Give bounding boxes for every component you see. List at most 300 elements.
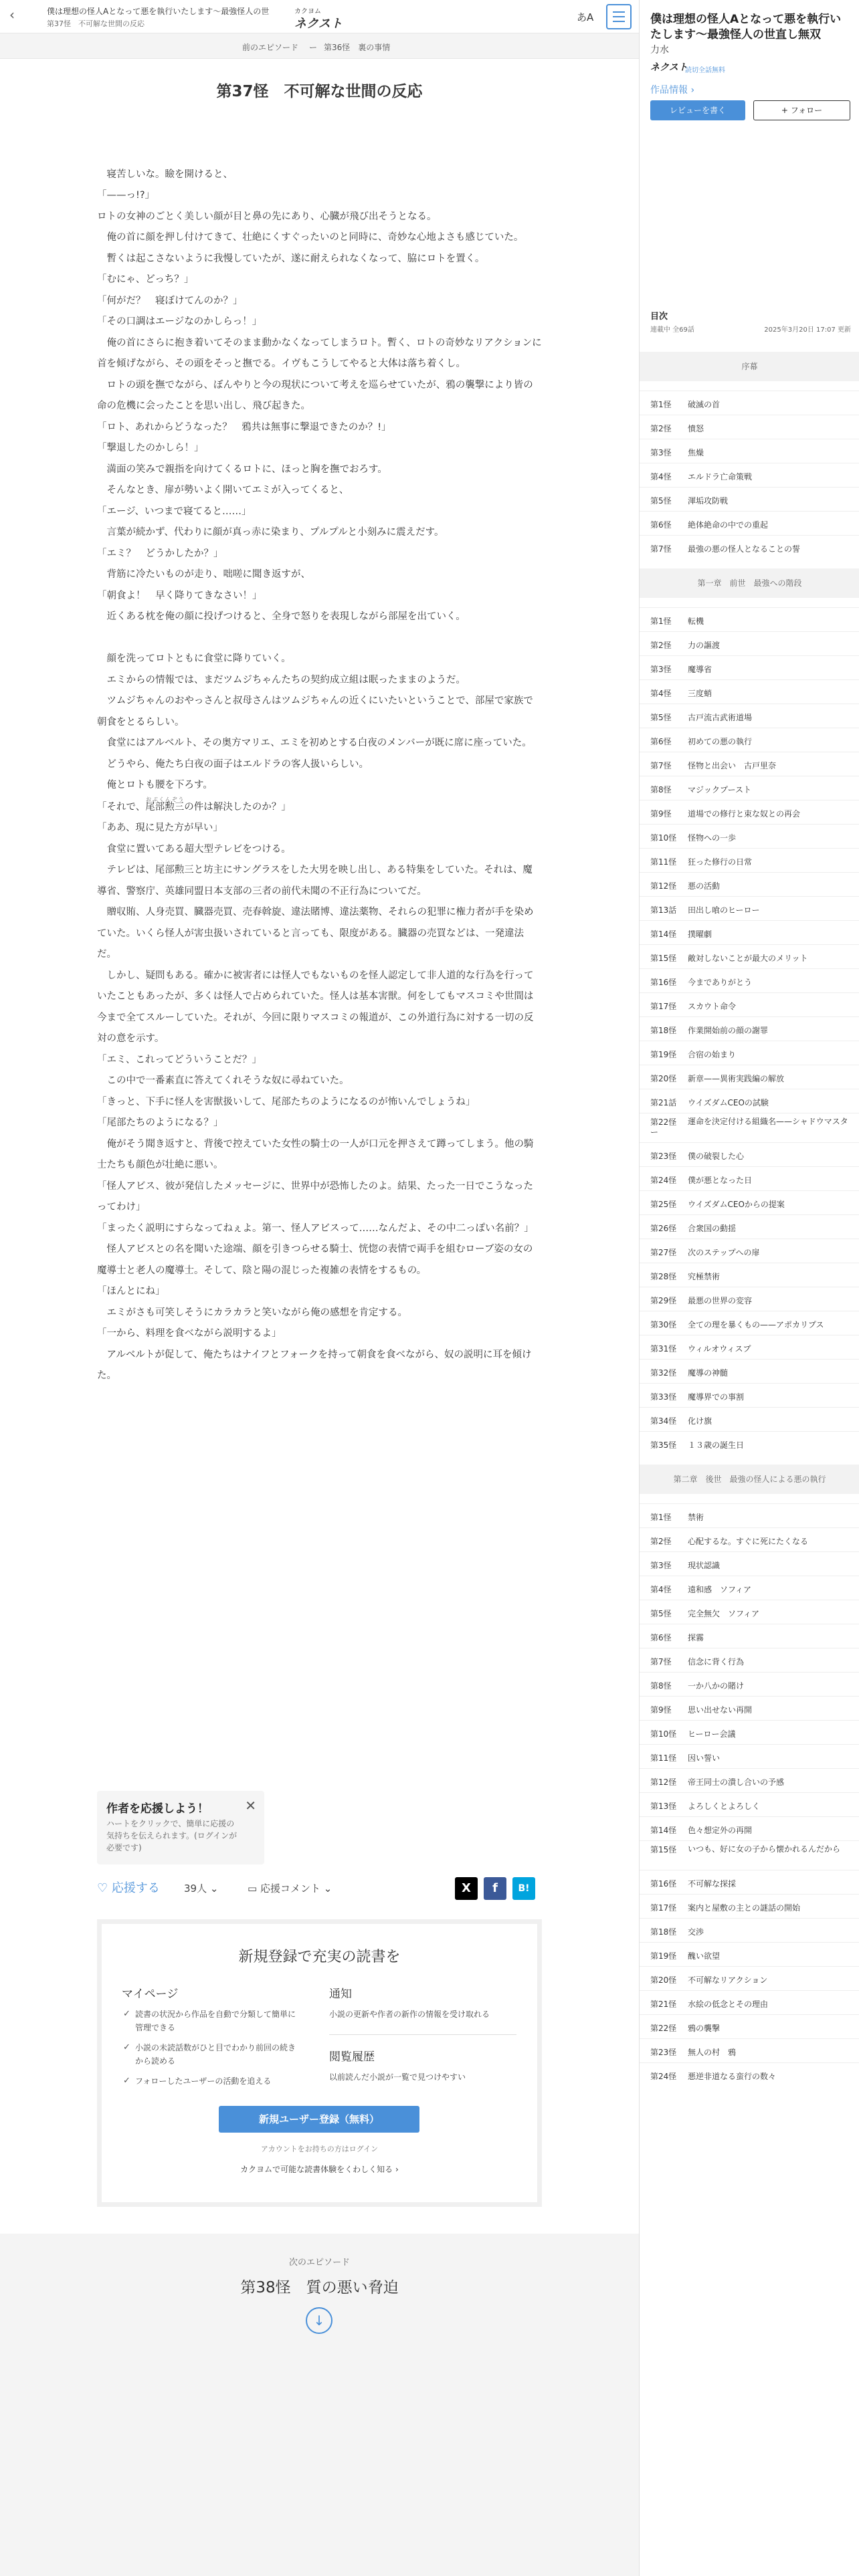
body-paragraph: 顔を洗ってロトともに食堂に降りていく。 [97,653,291,664]
toc-episode-item[interactable] [640,1359,859,1383]
toc-episode-title: 新章——異術実践編の解放 [688,1074,785,1083]
chevron-down-icon: ⌄ [209,1883,219,1895]
body-paragraph: 「ロト、あれからどうなった？ 鴉共は無事に撃退できたのか？!」 [97,421,391,433]
toc-episode-number: 第26怪 [650,1224,677,1233]
toc-episode-item[interactable] [640,1190,859,1214]
toc-episode-number: 第8怪 [650,1681,672,1691]
toc-episode-item[interactable] [640,1041,859,1065]
toc-episode-number: 第25怪 [650,1200,677,1209]
toc-episode-item[interactable] [640,1624,859,1648]
body-paragraph: 食堂にはアルベルト、その奥方マリエ、エミを初めとする白夜のメンバーが既に席に座っていた。 [97,738,532,748]
toc-episode-number: 第14怪 [650,1826,677,1835]
follow-button[interactable] [753,100,850,120]
toc-episode-title: 破滅の首 [688,400,721,409]
toc-episode-title: 究極禁術 [688,1272,721,1281]
notify-heading: 通知 [329,1988,352,2001]
toc-episode-number: 第32怪 [650,1368,677,1378]
toc-episode-item[interactable] [640,1016,859,1041]
toc-episode-title: 作業開始前の顔の謝罪 [688,1026,769,1035]
toc-episode-number: 第1怪 [650,617,672,626]
next-episode-title[interactable]: 第38怪 質の悪い脅迫 [240,2279,399,2296]
toc-chapter-heading: 第一章 前世 最強への階段 [640,568,859,598]
sidebar-author[interactable]: 力水 [650,45,669,56]
toc-episode-item[interactable] [640,607,859,631]
toc-episode-number: 第18怪 [650,1026,677,1035]
body-paragraph: 背筋に冷たいものが走り、咄嗟に聞き返すが、 [97,569,310,580]
toc-episode-title: ウィルオウィスプ [688,1344,751,1354]
toc-episode-item[interactable] [640,824,859,848]
body-paragraph: 食堂に置いてある超大型テレビをつける。 [97,843,291,855]
chevron-down-icon: ⌄ [323,1883,332,1895]
toc-episode-number: 第24怪 [650,1176,677,1185]
toc-episode-title: 魔導の神髄 [688,1368,729,1378]
toc-episode-item[interactable] [640,752,859,776]
toc-episode-number: 第13怪 [650,1802,677,1811]
episode-nav [0,33,639,59]
toc-episode-title: 田出し喰のヒーロー [688,905,760,915]
toc-episode-item[interactable] [640,1720,859,1744]
episode-count: 連載中 全69話 [650,326,694,334]
toc-episode-item[interactable] [640,704,859,728]
toc-episode-item[interactable] [640,728,859,752]
toc-episode-number: 第9怪 [650,1705,672,1715]
action-bar [97,1876,542,1903]
toc-episode-number: 第7怪 [650,761,672,770]
cheer-button[interactable] [97,1879,160,1896]
episode-subtitle: 第37怪 不可解な世間の反応 [47,19,145,28]
toc-episode-title: 運命を決定付ける組織名——シャドウマスター [650,1117,848,1137]
toc-episode-item[interactable] [640,1551,859,1576]
body-paragraph: 「何がだ？ 寝ぼけてんのか？」 [97,295,243,306]
toc-episode-item[interactable] [640,776,859,800]
toc-episode-item[interactable] [640,1527,859,1551]
toc-episode-item[interactable] [640,1383,859,1407]
toc-episode-number: 第3怪 [650,1561,672,1570]
font-size-toggle[interactable]: あA [577,11,594,23]
toc-episode-item[interactable] [640,1990,859,2014]
toc-episode-number: 第16怪 [650,978,677,987]
body-paragraph: そんなとき、扉が勢いよく開いてエミが入ってくると、 [97,485,349,496]
toc-episode-number: 第5怪 [650,713,672,722]
toc-episode-item[interactable] [640,1672,859,1696]
body-paragraph [97,628,542,649]
toc-episode-number: 第2怪 [650,641,672,650]
register-button[interactable]: 新規ユーザー登録（無料） [219,2106,419,2133]
toc-episode-title: 怪物と出会い 古戸里奈 [688,761,777,770]
sidebar-work-title[interactable]: 僕は理想の怪人Aとなって悪を執行いたします〜最強怪人の世直し無双 [650,13,842,41]
toc-episode-number: 第11怪 [650,857,677,867]
body-paragraph: 俺とロトも腰を下ろす。 [97,780,213,790]
toc-episode-number: 第22怪 [650,2024,677,2033]
body-paragraph: ロトの女神のごとく美しい顔が目と鼻の先にあり、心臓が飛び出そうとなる。 [97,211,437,222]
toc-episode-item[interactable] [640,1840,859,1870]
toc-chapter-heading: 第二章 後世 最強の怪人による悪の執行 [640,1465,859,1494]
toc-episode-number: 第10怪 [650,833,677,843]
toc-episode-item[interactable] [640,511,859,535]
body-paragraph [97,143,542,165]
toc-episode-title: 交渉 [688,1927,704,1937]
toc-episode-number: 第13話 [650,905,677,915]
body-paragraph: 「撃退したのかしら！」 [97,443,204,453]
toc-episode-item[interactable] [640,1966,859,1990]
plus-icon: + [781,106,791,115]
nav-separator: ー [309,43,318,52]
body-paragraph: 贈収賄、人身売買、臓器売買、売春斡旋、違法賭博、違法薬物、それらの犯罪に権力者が手を染めていた。いくら怪人が害虫扱いされていると言っても、限度がある。臓器の売買などは、一発違法だ。 [97,907,534,960]
body-paragraph: 満面の笑みで親指を向けてくるロトに、ほっと胸を撫でおろす。 [97,463,387,475]
body-paragraph: エミがさも可笑しそうにカラカラと笑いながら俺の感想を肯定する。 [97,1307,407,1318]
toc-episode-title: 最悪の世界の変容 [688,1296,753,1305]
toc-episode-item[interactable] [640,1263,859,1287]
chevron-right-icon: › [690,85,695,96]
toc-episode-number: 第6怪 [650,1633,672,1642]
toc-episode-item[interactable] [640,415,859,439]
toc-episode-title: 道場での修行と束な奴との再会 [688,809,801,819]
toc-episode-title: 焦燥 [688,448,704,457]
toc-episode-number: 第14怪 [650,930,677,939]
facebook-share-icon[interactable]: f [484,1877,506,1900]
toc-episode-item[interactable] [640,1287,859,1311]
toc-episode-title: エルドラ亡命策戦 [688,472,753,481]
next-episode-label: 次のエピソード [288,2258,350,2268]
toc-episode-item[interactable] [640,1942,859,1966]
toc-episode-title: マジックプースト [688,785,752,794]
toc-episode-number: 第16怪 [650,1879,677,1889]
toc-episode-title: 帝王同士の潰し合いの予感 [688,1778,785,1787]
signup-panel [97,1919,542,2207]
toc-episode-title: 狂った修行の日常 [688,857,753,867]
work-info-link[interactable] [650,83,694,96]
toc-episode-number: 第35怪 [650,1440,677,1450]
follow-label: フォロー [790,106,823,115]
site-logo[interactable] [294,5,343,31]
free-badge: 読切全話無料 [685,67,725,74]
toc-episode-title: よろしくとよろしく [688,1802,761,1811]
menu-line-icon [613,11,625,13]
toc-episode-number: 第5怪 [650,1609,672,1618]
toc-episode-number: 第33怪 [650,1392,677,1402]
toc-episode-item[interactable] [640,1696,859,1720]
body-paragraph: 「ほんとにね」 [97,1286,165,1297]
chevron-right-icon: › [395,2165,399,2174]
toc-episode-item[interactable] [640,1407,859,1431]
toc-episode-item[interactable] [640,679,859,704]
mypage-feature: ✓ 小説の未読話数がひと目でわかり前回の続きから読める [122,2041,302,2068]
toc-episode-number: 第4怪 [650,1585,672,1594]
toc-episode-title: 醜い欲望 [688,1951,721,1961]
toc-episode-item[interactable] [640,1768,859,1792]
toc-episode-number: 第4怪 [650,689,672,698]
toc-episode-title: 合衆国の動揺 [688,1224,737,1233]
toc-episode-item[interactable] [640,1311,859,1335]
toc-episode-number: 第30怪 [650,1320,677,1329]
toc-episode-item[interactable] [640,1576,859,1600]
toc-episode-item[interactable] [640,896,859,920]
body-paragraph: 寝苦しいな。瞼を開けると、 [97,169,233,180]
body-paragraph: 言葉が続かず、代わりに顔が真っ赤に染まり、プルプルと小刻みに震えだす。 [97,527,444,538]
body-paragraph: 「その口調はエージなのかしらっ！」 [97,316,262,327]
toc-episode-title: 最強の悪の怪人となることの誓 [688,544,801,554]
toc-episode-title: 鴉の襲撃 [688,2024,721,2033]
body-paragraph: 「エミ？ どうかしたか？」 [97,548,223,559]
toc-episode-title: 今までありがとう [688,978,753,987]
toc-episode-title: 撲曜劇 [688,930,712,939]
heart-icon: ♡ [97,1881,112,1895]
toc-episode-title: 色々想定外の再開 [688,1826,753,1835]
toc-episode-title: １３歳の誕生日 [688,1440,745,1450]
body-paragraph: 「きっと、下手に怪人を害獣扱いして、尾部たちのようになるのが怖いんでしょうね」 [97,1096,476,1107]
toc-episode-item[interactable] [640,848,859,872]
toc-episode-item[interactable] [640,1142,859,1166]
toc-episode-number: 第15怪 [650,954,677,963]
work-info-label: 作品情報 [650,85,688,96]
notify-column [329,1984,516,2084]
toc-episode-number: 第7怪 [650,544,672,554]
mypage-feature: ✓ 読書の状況から作品を自動で分類して簡単に管理できる [122,2008,302,2034]
toc-episode-title: 憤怒 [688,424,704,433]
login-link[interactable]: アカウントをお持ちの方はログイン [260,2145,379,2153]
toc-heading: 目次 [650,312,668,322]
comment-label: 応援コメント [260,1883,320,1895]
arrow-down-icon[interactable]: ↓ [306,2307,332,2334]
toc-episode-title: 心配するな。すぐに死にたくなる [688,1537,809,1546]
toc-episode-item[interactable] [640,2062,859,2086]
toc-episode-number: 第12怪 [650,1778,677,1787]
body-paragraph: 「怪人アビス、彼が発信したメッセージに、世界中が恐怖したのよ。結果、たった一日でこうなったってわけ」 [97,1180,534,1212]
back-arrow-icon[interactable]: ‹ [9,7,15,23]
cheer-count[interactable] [184,1881,218,1895]
toc-episode-title: 合宿の始まり [688,1050,737,1059]
toc-episode-title: ウイズダムCEOからの提案 [688,1200,785,1209]
toc-episode-title: ヒーロー会議 [688,1729,736,1739]
toc-episode-number: 第23怪 [650,2048,677,2057]
updated-date: 2025年3月20日 17:07 更新 [764,326,851,334]
toc-episode-title: 僕の破裂した心 [688,1152,745,1161]
sidebar-logo: ネクスト [650,62,688,73]
body-paragraph: 「ああ、現に見た方が早い」 [97,823,223,833]
toc-episode-number: 第2怪 [650,1537,672,1546]
prev-episode-link[interactable]: 前のエピソード [242,43,299,52]
toc-episode-item[interactable] [640,1214,859,1239]
toc-episode-item[interactable] [640,1870,859,1894]
toc-episode-item[interactable] [640,968,859,992]
toc-episode-title: 遠和感 ソフィア [688,1585,752,1594]
toc-episode-title: 不可解な探採 [688,1879,737,1889]
body-paragraph: 「むにゃ、どっち？」 [97,274,194,285]
toc-episode-title: 絶体絶命の中での重起 [688,520,769,530]
body-paragraph: 近くある枕を俺の顔に投げつけると、全身で怒りを表現しながら部屋を出ていく。 [97,611,466,622]
toc-episode-number: 第21怪 [650,2000,677,2009]
body-paragraph: テレビは、尾部勲三と坊主にサングラスをした大男を映し出し、ある特集をしていた。それは、魔導省、警察庁、英雄同盟日本支部の三者の前代未聞の不正行為についてだ。 [97,865,533,897]
toc-episode-number: 第3怪 [650,665,672,674]
toc-sidebar [639,0,859,2576]
toc-episode-title: 探霧 [688,1633,704,1642]
toc-episode-item[interactable] [640,439,859,463]
toc-episode-number: 第10怪 [650,1729,677,1739]
toc-episode-item[interactable] [640,631,859,655]
toc-episode-title: 完全無欠 ソフィア [688,1609,760,1618]
toc-episode-item[interactable] [640,1816,859,1840]
toc-chapter-heading: 序幕 [640,352,859,381]
toc-episode-item[interactable] [640,1503,859,1527]
toc-episode-number: 第2怪 [650,424,672,433]
toc-episode-number: 第6怪 [650,737,672,746]
toc-episode-item[interactable] [640,1089,859,1113]
mypage-feature: ✓ フォローしたユーザーの活動を追える [122,2074,302,2088]
toc-menu-button[interactable] [606,4,632,29]
next-episode-section [0,2234,639,2576]
body-paragraph: しかし、疑問もある。確かに被害者には怪人でもないものを怪人認定して非人道的な行為を行っていたこともあったが、多くは怪人で占められていた。怪人は基本害獣。何をしてもマスコミや世間は今まで全てスルーしていた。それが、今回に限りマスコミの報道が、この外道行為に対する一切の反対の意を示す。 [97,970,534,1044]
body-paragraph: この中で一番素直に答えてくれそうな奴に尋ねていた。 [97,1075,349,1086]
toc-episode-item[interactable] [640,487,859,511]
toc-episode-number: 第21話 [650,1098,677,1107]
toc-episode-item[interactable] [640,655,859,679]
toc-episode-item[interactable] [640,1894,859,1918]
toc-episode-item[interactable] [640,1792,859,1816]
body-paragraph: 怪人アビスとの名を聞いた途端、顔を引きつらせる騎士、恍惚の表情で両手を組むローブ姿の女の魔導士と老人の魔導士。そして、陰と陽の混じった複雑の表情をするもの。 [97,1244,533,1276]
toc-episode-title: 悪逆非道なる蛮行の数々 [688,2072,777,2081]
body-paragraph: 「まったく説明にすらなってねぇよ。第一、怪人アビスって……なんだよ、その中二っぽい名前？」 [97,1222,534,1234]
toc-episode-number: 第29怪 [650,1296,677,1305]
toc-episode-item[interactable] [640,992,859,1016]
top-header [0,0,639,33]
toc-episode-item[interactable] [640,463,859,487]
toc-episode-number: 第28怪 [650,1272,677,1281]
body-paragraph: 「尾部たちのようになる？」 [97,1117,223,1128]
toc-episode-number: 第27怪 [650,1248,677,1257]
toc-episode-item[interactable] [640,2014,859,2038]
toc-episode-title: スカウト命令 [688,1002,737,1011]
toc-episode-item[interactable] [640,872,859,896]
logo-text: ネクスト [294,17,343,31]
support-popup [97,1791,264,1864]
toc-episode-number: 第3怪 [650,448,672,457]
toc-episode-title: 渾垢攻防戦 [688,496,729,506]
toc-episode-title: 一か八かの賭け [688,1681,745,1691]
toc-episode-title: 力の謳渡 [688,641,721,650]
toc-episode-item[interactable] [640,1918,859,1942]
toc-episode-number: 第15怪 [650,1845,677,1854]
comment-button[interactable] [248,1881,332,1895]
toc-episode-item[interactable] [640,1648,859,1672]
toc-episode-number: 第7怪 [650,1657,672,1667]
cheer-label: 応援する [111,1881,160,1895]
toc-episode-title: 思い出せない再開 [688,1705,753,1715]
signup-title: 新規登録で充実の読書を [238,1949,401,1965]
body-paragraph: 「朝食よ！ 早く降りてきなさい！」 [97,590,262,601]
toc-episode-item[interactable] [640,1335,859,1359]
toc-meta [650,324,851,334]
body-paragraph: どうやら、俺たち白夜の面子はエルドラの客人扱いらしい。 [97,758,369,770]
toc-episode-number: 第5怪 [650,496,672,506]
history-text: 以前読んだ小説が一覧で見つけやすい [329,2072,466,2082]
toc-episode-number: 第12怪 [650,881,677,891]
learn-more-label: カクヨムで可能な読書体験をくわしく知る [240,2165,393,2174]
toc-episode-number: 第31怪 [650,1344,677,1354]
body-paragraph: 「エージ、いつまで寝てると……」 [97,506,252,517]
toc-episode-title: 因い誓い [688,1753,721,1763]
toc-episode-title: 転機 [688,617,704,626]
toc-episode-title: 古戸流古武術道場 [688,713,753,722]
toc-episode-title: 初めての悪の執行 [688,737,753,746]
toc-episode-number: 第20怪 [650,1074,677,1083]
toc-episode-title: 怪物への一歩 [688,833,737,843]
body-paragraph: 暫くは起こさないように我慢していたが、遂に耐えられなくなって、脇にロトを置く。 [97,253,485,264]
ruby-text: 尾部勲三おぶくんぞう [145,796,185,813]
body-paragraph: 「——っ!?」 [97,190,155,201]
hatena-share-icon[interactable]: B! [512,1877,535,1900]
toc-episode-number: 第1怪 [650,400,672,409]
toc-episode-title: ウイズダムCEOの試験 [688,1098,769,1107]
toc-episode-item[interactable] [640,1744,859,1768]
support-title: 作者を応援しよう！ [106,1802,209,1816]
toc-episode-number: 第24怪 [650,2072,677,2081]
episode-title: 第37怪 不可解な世間の反応 [216,83,423,100]
toc-episode-item[interactable] [640,1065,859,1089]
toc-episode-number: 第11怪 [650,1753,677,1763]
toc-episode-number: 第9怪 [650,809,672,819]
toc-episode-item[interactable] [640,2038,859,2062]
toc-episode-item[interactable] [640,1431,859,1455]
toc-episode-title: 次のステップへの扉 [688,1248,760,1257]
close-icon[interactable]: ✕ [245,1798,256,1814]
notify-text: 小説の更新や作者の新作の情報を受け取れる [329,2010,490,2019]
toc-episode-number: 第23怪 [650,1152,677,1161]
divider [329,2034,516,2035]
toc-episode-title: 全ての理を暴くもの——アポカリプス [688,1320,824,1329]
body-paragraph: 「それで、尾部勲三おぶくんぞうの件は解決したのか？」 [97,796,291,813]
toc-episode-title: 禁術 [688,1513,704,1522]
menu-line-icon [613,16,625,17]
toc-episode-title: 魔導省 [688,665,712,674]
body-paragraph: ロトの頭を撫でながら、ぼんやりと今の現状について考えを巡らせていたが、鴉の襲撃により皆の命の危機に会ったことを思い出し、飛び起きた。 [97,379,533,411]
toc-episode-item[interactable] [640,1166,859,1190]
toc-episode-title: 魔導界での事割 [688,1392,745,1402]
body-paragraph: 俺の首に顔を押し付けてきて、壮絶にくすぐったいのと同時に、奇妙な心地よさも感じていた。 [97,232,524,243]
x-share-icon[interactable]: X [455,1877,478,1900]
toc-episode-title: いつも、好に女の子から懐かれるんだから [688,1844,841,1854]
toc-episode-number: 第6怪 [650,520,672,530]
toc-episode-title: 無人の村 鴉 [688,2048,737,2057]
logo-small-text: カクヨム [294,8,321,15]
toc-episode-number: 第17怪 [650,1903,677,1913]
learn-more-link[interactable] [102,2163,537,2175]
support-text: ハートをクリックで、簡単に応援の気持ちを伝えられます。(ログインが必要です) [106,1819,237,1852]
body-paragraph: 俺がそう聞き返すと、背後で控えていた女性の騎士の一人が口元を押さえて蹲ってしまう。他の騎士たちも顔色が壮絶に悪い。 [97,1138,534,1170]
toc-episode-item[interactable] [640,1113,859,1142]
cheer-count-value: 39人 [184,1883,207,1895]
comment-icon: ▭ [248,1883,260,1895]
toc-episode-title: 三度蛸 [688,689,712,698]
prev-episode-title[interactable]: 第36怪 裏の事情 [324,43,391,52]
toc-episode-number: 第4怪 [650,472,672,481]
toc-episode-title: 現状認識 [688,1561,721,1570]
toc-episode-item[interactable] [640,800,859,824]
episode-body [97,143,542,1387]
toc-episode-item[interactable] [640,391,859,415]
toc-episode-item[interactable] [640,1239,859,1263]
body-paragraph: 俺の首にさらに抱き着いてそのまま動かなくなってしまうロト。暫く、ロトの奇妙なリアクションに首を傾げながら、その頭をそっと撫でる。イヴもこうしてやると大体は落ち着くし。 [97,337,542,369]
review-button[interactable]: レビューを書く [650,100,745,120]
body-paragraph: エミからの情報では、まだツムジちゃんたちの契約成立組は眠ったままのようだ。 [97,674,466,685]
work-title-link[interactable]: 僕は理想の怪人Aとなって悪を執行いたします〜最強怪人の世 [47,7,270,16]
toc-episode-item[interactable] [640,1600,859,1624]
menu-line-icon [613,21,625,22]
toc-episode-item[interactable] [640,920,859,944]
toc-episode-item[interactable] [640,535,859,559]
toc-episode-title: 信念に背く行為 [688,1657,745,1667]
toc-episode-number: 第19怪 [650,1951,677,1961]
toc-episode-item[interactable] [640,944,859,968]
